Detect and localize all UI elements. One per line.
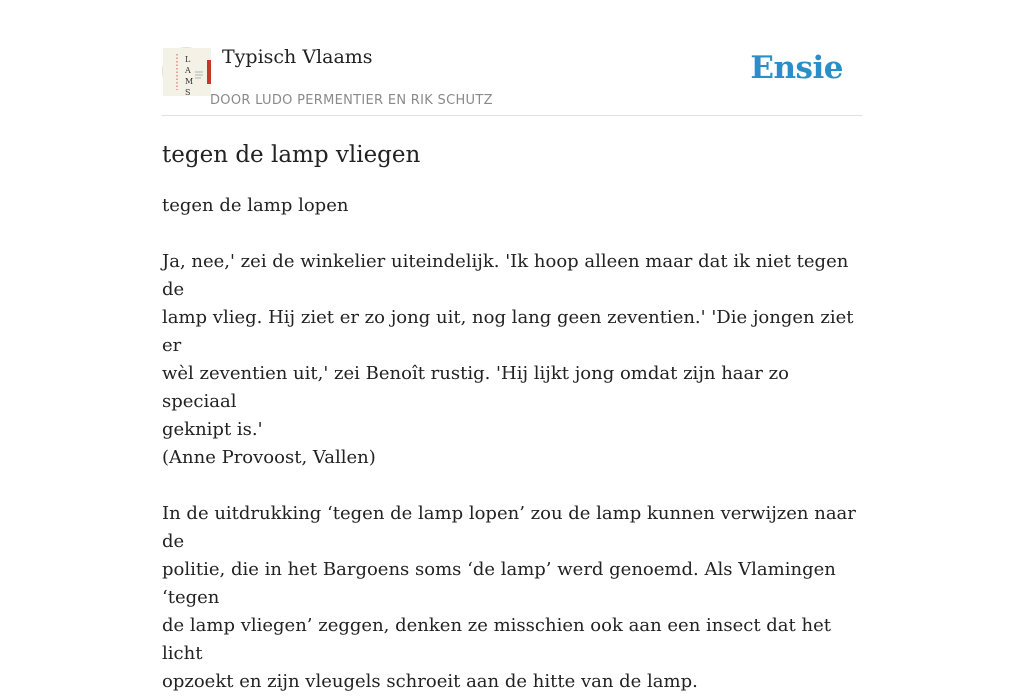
avatar-letter: L (185, 55, 191, 64)
avatar-letter: A (185, 66, 191, 75)
explanation-line: politie, die in het Bargoens soms ‘de lamp’ werd genoemd. Als Vlamingen ‘tegen (162, 559, 836, 608)
article-body (162, 192, 862, 696)
quote-line: geknipt is.' (162, 419, 263, 440)
avatar-letter: S (185, 88, 191, 97)
quote-source: (Anne Provoost, Vallen) (162, 447, 376, 468)
quote-line: lamp vlieg. Hij ziet er zo jong uit, nog lang geen zeventien.' 'Die jongen ziet er (162, 307, 854, 356)
author-byline: DOOR LUDO PERMENTIER EN RIK SCHUTZ (210, 93, 493, 108)
site-logo-avatar[interactable] (162, 47, 210, 95)
book-cover-icon (163, 48, 211, 96)
site-header (162, 44, 862, 116)
variant-expression: tegen de lamp lopen (162, 195, 349, 216)
site-title-link[interactable]: Typisch Vlaams (222, 46, 373, 68)
explanation-line: opzoekt en zijn vleugels schroeit aan de hitte van de lamp. (162, 671, 698, 692)
article (162, 136, 862, 696)
avatar-letter: M (185, 77, 194, 86)
paragraph-gap (162, 220, 862, 248)
explanation-line: de lamp vliegen’ zeggen, denken ze misschien ook aan een insect dat het licht (162, 615, 831, 664)
paragraph-gap (162, 472, 862, 500)
article-title: tegen de lamp vliegen (162, 142, 421, 168)
explanation-line: In de uitdrukking ‘tegen de lamp lopen’ zou de lamp kunnen verwijzen naar de (162, 503, 856, 552)
quote-line: Ja, nee,' zei de winkelier uiteindelijk. 'Ik hoop alleen maar dat ik niet tegen de (162, 251, 849, 300)
ensie-logo-link[interactable]: Ensie (750, 50, 843, 86)
quote-line: wèl zeventien uit,' zei Benoît rustig. 'Hij lijkt jong omdat zijn haar zo speciaal (162, 363, 789, 412)
